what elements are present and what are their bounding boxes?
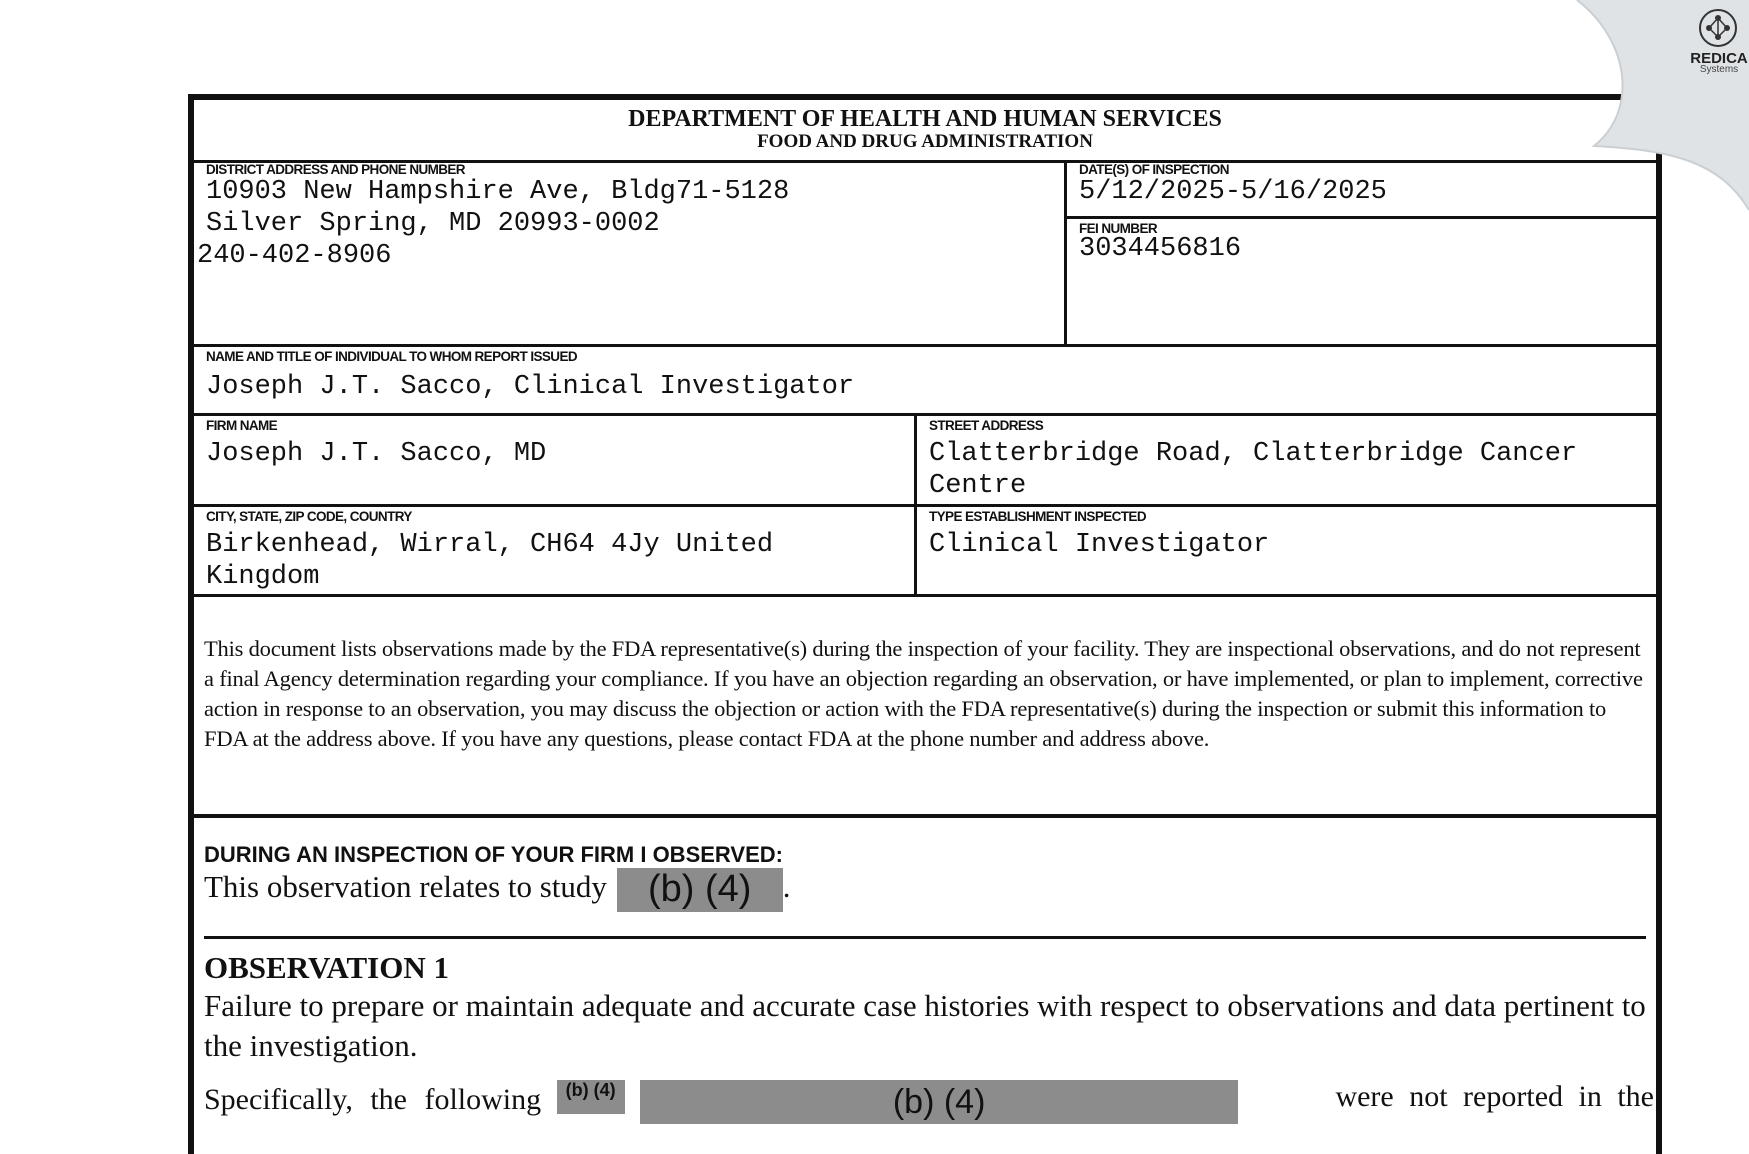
- city-cell: [194, 507, 914, 595]
- redica-sub: Systems: [1699, 64, 1739, 75]
- type-value: Clinical Investigator: [929, 530, 1270, 560]
- observation-text: Failure to prepare or maintain adequate and accurate case histories with respect to observations and data pertinent to the investigation.: [204, 988, 1646, 1063]
- observed-heading: DURING AN INSPECTION OF YOUR FIRM I OBSERVED:: [204, 842, 783, 867]
- study-text: This observation relates to study: [204, 869, 607, 905]
- redaction-box: (b) (4): [617, 868, 783, 912]
- district-line1: 10903 New Hampshire Ave, Bldg71-5128: [206, 177, 790, 207]
- street-label: STREET ADDRESS: [929, 418, 1044, 433]
- individual-label: NAME AND TITLE OF INDIVIDUAL TO WHOM REPORT ISSUED: [206, 349, 578, 364]
- redica-corner: [1549, 0, 1749, 260]
- agency-title: FOOD AND DRUG ADMINISTRATION: [757, 131, 1093, 152]
- specifically-suffix: were not reported in the: [1335, 1080, 1654, 1113]
- individual-value: Joseph J.T. Sacco, Clinical Investigator: [206, 372, 855, 402]
- firm-cell: [194, 416, 914, 504]
- street-cell: [917, 416, 1657, 504]
- fda-483-form: [188, 94, 1662, 1154]
- firm-label: FIRM NAME: [206, 418, 278, 433]
- district-phone: 240-402-8906: [197, 241, 392, 271]
- district-cell: [194, 160, 1064, 345]
- district-label: DISTRICT ADDRESS AND PHONE NUMBER: [206, 162, 465, 177]
- observation-title: OBSERVATION 1: [204, 950, 449, 985]
- specifically-prefix: Specifically, the following: [204, 1082, 542, 1116]
- redica-brand: REDICA: [1690, 50, 1748, 67]
- form-header: [194, 100, 1656, 163]
- dates-value: 5/12/2025-5/16/2025: [1079, 177, 1387, 207]
- divider: [194, 814, 1656, 818]
- city-line1: Birkenhead, Wirral, CH64 4Jy United: [206, 530, 774, 560]
- street-line2: Centre: [929, 471, 1027, 501]
- type-cell: [917, 507, 1657, 595]
- individual-cell: [194, 347, 1656, 413]
- firm-value: Joseph J.T. Sacco, MD: [206, 439, 547, 469]
- divider: [194, 594, 1656, 597]
- dates-label: DATE(S) OF INSPECTION: [1079, 162, 1229, 177]
- notice-paragraph: This document lists observations made by the FDA representative(s) during the inspection of your facility. They are inspectional observations, and do not represent a final Agency determination regarding your compliance. If you have an objection regarding an observation, or have implemented, or plan to implement, corrective action in response to an observation, you may discuss the objection or action with the FDA representative(s) during the inspection or submit this information to FDA at the address above. If you have any questions, please contact FDA at the phone number and address above.: [204, 636, 1643, 751]
- network-tree-icon: [1696, 8, 1740, 48]
- fei-label: FEI NUMBER: [1079, 221, 1157, 236]
- study-period: .: [782, 869, 791, 905]
- department-title: DEPARTMENT OF HEALTH AND HUMAN SERVICES: [628, 106, 1222, 132]
- study-line: [204, 868, 790, 912]
- redaction-box: (b) (4): [640, 1080, 1238, 1124]
- type-label: TYPE ESTABLISHMENT INSPECTED: [929, 509, 1146, 524]
- fei-value: 3034456816: [1079, 234, 1242, 264]
- specifically-line: [204, 1080, 1654, 1124]
- redaction-small: (b) (4): [557, 1080, 625, 1114]
- section-rule: [204, 936, 1646, 939]
- city-label: CITY, STATE, ZIP CODE, COUNTRY: [206, 509, 412, 524]
- street-line1: Clatterbridge Road, Clatterbridge Cancer: [929, 439, 1578, 469]
- city-line2: Kingdom: [206, 562, 320, 592]
- district-line2: Silver Spring, MD 20993-0002: [206, 209, 660, 239]
